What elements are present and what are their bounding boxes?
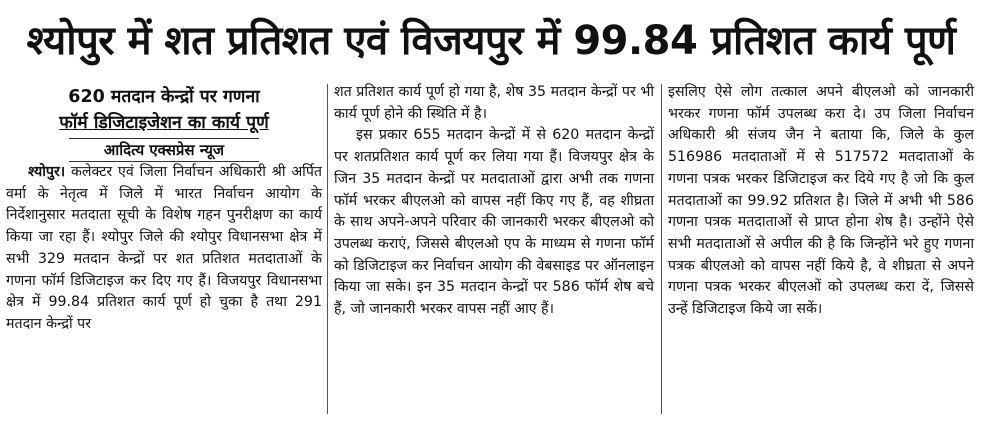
column-divider [327, 84, 328, 414]
column-3-paragraph: इसलिए ऐसे लोग तत्काल अपने बीएलओ को जानकारी भरकर गणना फॉर्म उपलब्ध करा दे। उप जिला निर्वाचन अधिकारी श्री संजय जैन ने बताया कि, जिले के कुल 516986 मतदाताओं में से 517572 मतदाताओं के गणना पत्रक भरकर डिजिटाइज कर दिये गए है जो कि कुल मतदाताओं का 99.92 प्रतिशत है। जिले में अभी भी 586 गणना पत्रक मतदाताओं से प्राप्त होना शेष है। उन्होंने ऐसे सभी मतदाताओं से अपील की है कि जिन्होंने भरे हुए गणना पत्रक बीएलओ को वापस नहीं किये है, वे शीघ्रता से अपने गणना पत्रक भरकर बीएलओं को उपलब्ध करा दें, जिससे उन्हें डिजिटाइज किये जा सकें। [668, 84, 974, 318]
column-1-paragraph [6, 162, 322, 336]
dateline: श्योपुर। [28, 164, 66, 180]
column-1 [6, 84, 322, 336]
subheadline-line-2: फॉर्म डिजिटाइजेशन का कार्य पूर्ण [59, 113, 269, 133]
column-divider [661, 84, 662, 414]
byline: आदित्य एक्सप्रेस न्यूज [69, 138, 259, 162]
column-3 [668, 82, 974, 321]
column-2-paragraph-1: शत प्रतिशत कार्य पूर्ण हो गया है, शेष 35 मतदान केन्द्रों पर भी कार्य पूर्ण होने की स्थिति में है। [334, 84, 654, 122]
column-1-text: कलेक्टर एवं जिला निर्वाचन अधिकारी श्री अर्पित वर्मा के नेतृत्व में जिले में भारत निर्वाचन आयोग के निर्देशानुसार मतदाता सूची के विशेष गहन पुनरीक्षण का कार्य किया जा रहा हैं। श्योपुर जिले की श्योपुर विधानसभा क्षेत्र में सभी 329 मतदान केन्द्रों पर शत प्रतिशत मतदाताओं के गणना फॉर्म डिजिटाइज कर दिए गए हैं। विजयपुर विधानसभा क्षेत्र में 99.84 प्रतिशत कार्य पूर्ण हो चुका है तथा 291 मतदान केन्द्रों पर [6, 164, 322, 332]
subheadline-line-1: 620 मतदान केन्द्रों पर गणना [68, 87, 260, 107]
headline: श्योपुर में शत प्रतिशत एवं विजयपुर में 99.84 प्रतिशत कार्य पूर्ण [26, 18, 956, 64]
column-2-paragraph-2: इस प्रकार 655 मतदान केन्द्रों में से 620 मतदान केन्द्रों पर शतप्रतिशत कार्य पूर्ण कर लिया गया हैं। विजयपुर क्षेत्र के जिन 35 मतदान केन्द्रों पर मतदाताओं द्वारा अभी तक गणना फॉर्म भरकर बीएलओ को वापस नहीं किए गए हैं, वह शीघ्रता के साथ अपने-अपने परिवार की जानकारी भरकर बीएलओ को उपलब्ध कराएं, जिससे बीएलओ एप के माध्यम से गणना फॉर्म को डिजिटाइज कर निर्वाचन आयोग की वेबसाइड पर ऑनलाइन किया जा सके। इन 35 मतदान केन्द्रों पर 586 फॉर्म शेष बचे हैं, जो जानकारी भरकर वापस नहीं आए हैं। [334, 127, 654, 318]
column-2 [334, 82, 654, 321]
